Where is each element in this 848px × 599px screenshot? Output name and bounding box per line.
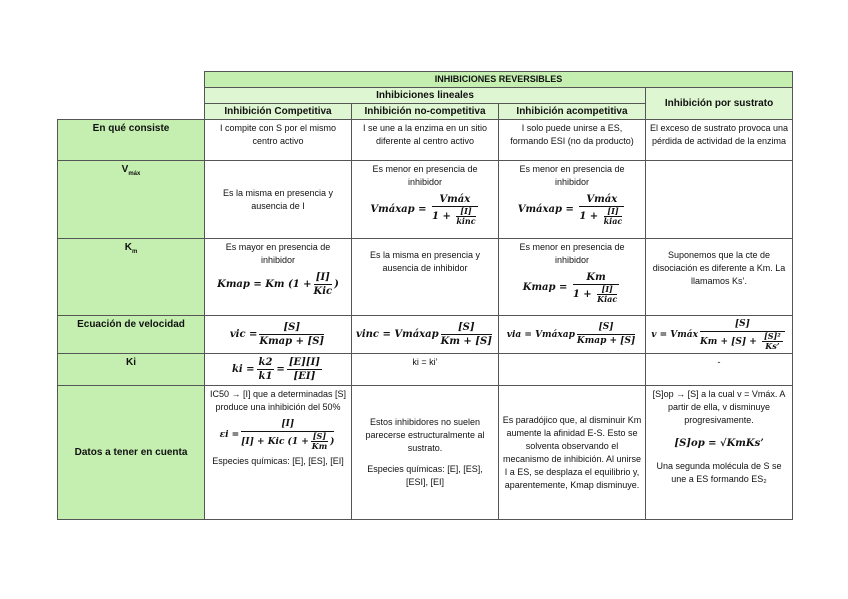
row-header-datos: Datos a tener en cuenta (58, 386, 205, 520)
formula: v = Vmáx [S] Km + [S] + $\frac{\text{[S]²}}{Ks’}$ (646, 316, 793, 354)
table-title: INHIBICIONES REVERSIBLES (205, 72, 793, 88)
row-header-consiste: En qué consiste (58, 120, 205, 161)
column-header-no-competitiva: Inhibición no-competitiva (352, 104, 499, 120)
cell: - (646, 354, 793, 386)
cell: [S]op → [S] a la cual v = Vmáx. A partir de ella, v disminuye progresivamente. [S]op = √KmKs’ Una segunda molécula de S se une a ES formando ES₂ (646, 386, 793, 520)
table-row (58, 120, 793, 161)
inhibitions-table (57, 71, 793, 520)
cell: El exceso de sustrato provoca una pérdida de actividad de la enzima (646, 120, 793, 161)
formula: Kmap = Km 1 + $\frac{[I]}{\text{Kiac}}$ (522, 272, 618, 304)
column-header-sustrato: Inhibición por sustrato (646, 88, 793, 120)
cell (646, 161, 793, 239)
formula: via = Vmáxap $\frac{[S]}{\text{Kmap + [S]}}$ (499, 316, 646, 354)
formula: Vmáxap = Vmáx 1 + $\frac{[I]}{\text{kinc}}$ (370, 194, 476, 226)
cell: Es mayor en presencia de inhibidor Kmap = Km (1 + $\frac{[I]}{\text{Kic}}$ ) (205, 239, 352, 316)
empty-corner (58, 88, 205, 104)
table-row (58, 316, 793, 354)
row-header-vmax: $V_{máx}$ (58, 161, 205, 239)
cell (499, 354, 646, 386)
empty-corner (58, 72, 205, 88)
formula: [S]op = √KmKs’ (674, 438, 764, 449)
empty-corner (58, 104, 205, 120)
table-row (58, 386, 793, 520)
cell: Suponemos que la cte de disociación es diferente a Km. La llamamos Ks’. (646, 239, 793, 316)
table-row (58, 354, 793, 386)
formula: vic = $\frac{[S]}{\text{Kmap + [S]}}$ (205, 316, 352, 354)
cell: Es paradójico que, al disminuir Km aumente la afinidad E-S. Esto se solventa observando el mecanismo de inhibición. Al unirse I a ES, se desplaza el equilibrio y, aparentemente, Kmap disminuye. (499, 386, 646, 520)
cell: IC50 → [I] que a determinadas [S] produce una inhibición del 50% εi = [I] [I] + Kic (1 + $\frac{[S]}{Km}$ ) Especies químicas: [E], [ES], [EI] (205, 386, 352, 520)
cell: Es la misma en presencia y ausencia de inhibidor (352, 239, 499, 316)
formula: Kmap = Km (1 + $\frac{[I]}{\text{Kic}}$ ) (217, 272, 339, 297)
formula: vinc = Vmáxap $\frac{[S]}{Km + [S]}$ (352, 316, 499, 354)
cell: Estos inhibidores no suelen parecerse estructuralmente al sustrato. Especies químicas: [E], [ES], [ESI], [EI] (352, 386, 499, 520)
formula: εi = [I] [I] + Kic (1 + $\frac{[S]}{Km}$ ) (219, 419, 335, 451)
group-header-lineales: Inhibiciones lineales (205, 88, 646, 104)
table-row (58, 239, 793, 316)
formula: Vmáxap = Vmáx 1 + $\frac{[I]}{\text{kiac}}$ (517, 194, 623, 226)
cell: I compite con S por el mismo centro activo (205, 120, 352, 161)
row-header-km: $K_m$ (58, 239, 205, 316)
cell: I se une a la enzima en un sitio diferente al centro activo (352, 120, 499, 161)
column-header-acompetitiva: Inhibición acompetitiva (499, 104, 646, 120)
cell: Es menor en presencia de inhibidor Vmáxap = Vmáx 1 + $\frac{[I]}{\text{kinc}}$ (352, 161, 499, 239)
cell: ki = ki’ (352, 354, 499, 386)
cell: Es la misma en presencia y ausencia de I (205, 161, 352, 239)
cell: Es menor en presencia de inhibidor Vmáxap = Vmáx 1 + $\frac{[I]}{\text{kiac}}$ (499, 161, 646, 239)
cell: Es menor en presencia de inhibidor Kmap = Km 1 + $\frac{[I]}{\text{Kiac}}$ (499, 239, 646, 316)
table-row (58, 161, 793, 239)
formula: ki = $\frac{k2}{k1}$ = $\frac{[E][I]}{[EI]}$ (205, 354, 352, 386)
cell: I solo puede unirse a ES, formando ESI (no da producto) (499, 120, 646, 161)
row-header-ki: Ki (58, 354, 205, 386)
column-header-competitiva: Inhibición Competitiva (205, 104, 352, 120)
row-header-velocidad: Ecuación de velocidad (58, 316, 205, 354)
